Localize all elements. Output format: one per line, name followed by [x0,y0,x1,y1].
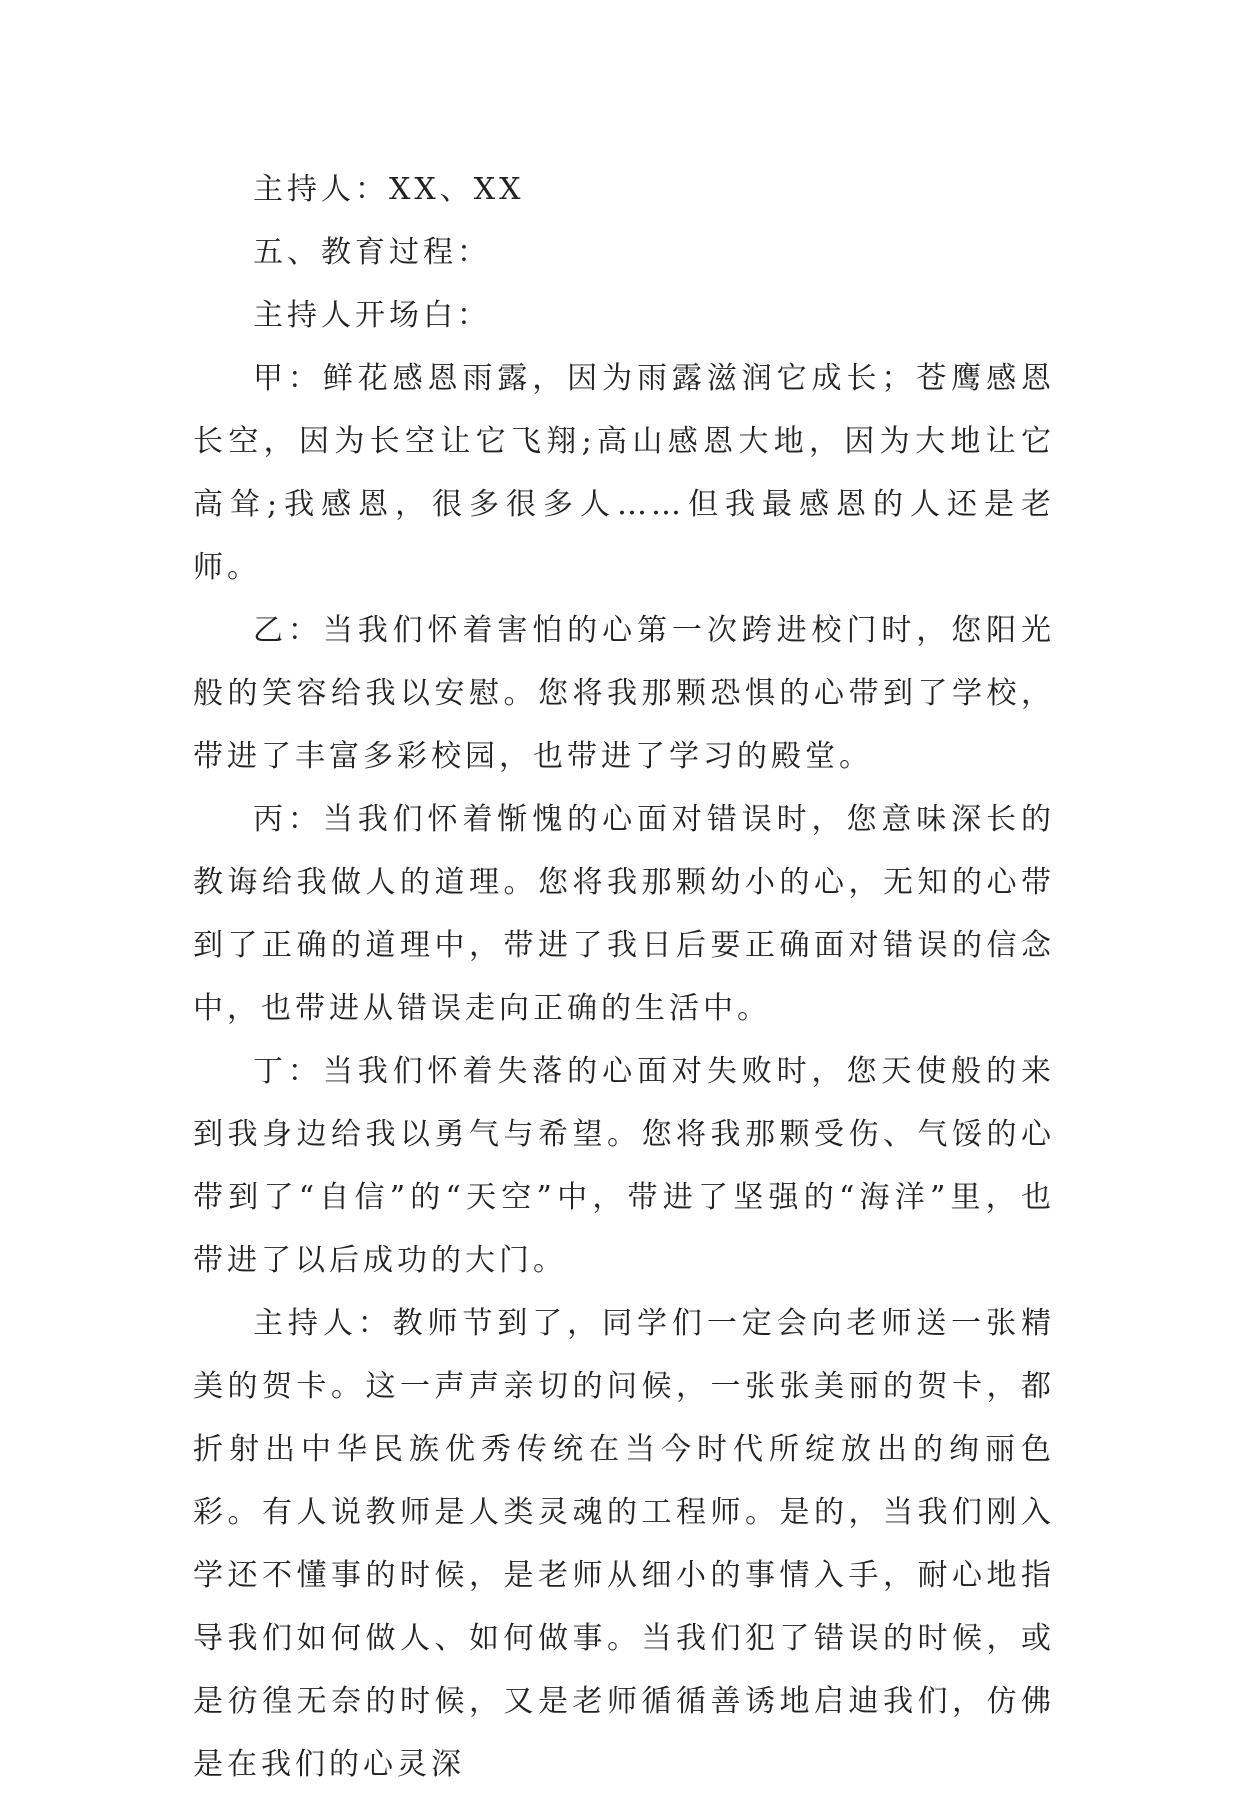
paragraph-jia: 甲：鲜花感恩雨露，因为雨露滋润它成长；苍鹰感恩长空，因为长空让它飞翔;高山感恩大地，因为大地让它高耸;我感恩，很多很多人……但我最感恩的人还是老师。 [193,361,1055,585]
paragraph-bing: 丙：当我们怀着惭愧的心面对错误时，您意味深长的教诲给我做人的道理。您将我那颗幼小的心，无知的心带到了正确的道理中，带进了我日后要正确面对错误的信念中，也带进从错误走向正确的生活中。 [193,802,1055,1026]
section-heading-education-process: 五、教育过程： [253,235,491,270]
host-opening-heading: 主持人开场白： [253,298,491,333]
paragraph-yi: 乙：当我们怀着害怕的心第一次跨进校门时，您阳光般的笑容给我以安慰。您将我那颗恐惧的心带到了学校，带进了丰富多彩校园，也带进了学习的殿堂。 [193,613,1055,774]
host-line: 主持人：XX、XX [253,172,525,207]
document-page [193,158,1055,1796]
paragraph-ding: 丁：当我们怀着失落的心面对失败时，您天使般的来到我身边给我以勇气与希望。您将我那颗受伤、气馁的心带到了“自信”的“天空”中，带进了坚强的“海洋”里，也带进了以后成功的大门。 [193,1054,1055,1278]
paragraph-host-speech: 主持人：教师节到了，同学们一定会向老师送一张精美的贺卡。这一声声亲切的问候，一张张美丽的贺卡，都折射出中华民族优秀传统在当今时代所绽放出的绚丽色彩。有人说教师是人类灵魂的工程师。是的，当我们刚入学还不懂事的时候，是老师从细小的事情入手，耐心地指导我们如何做人、如何做事。当我们犯了错误的时候，或是彷徨无奈的时候，又是老师循循善诱地启迪我们，仿佛是在我们的心灵深 [193,1306,1055,1782]
